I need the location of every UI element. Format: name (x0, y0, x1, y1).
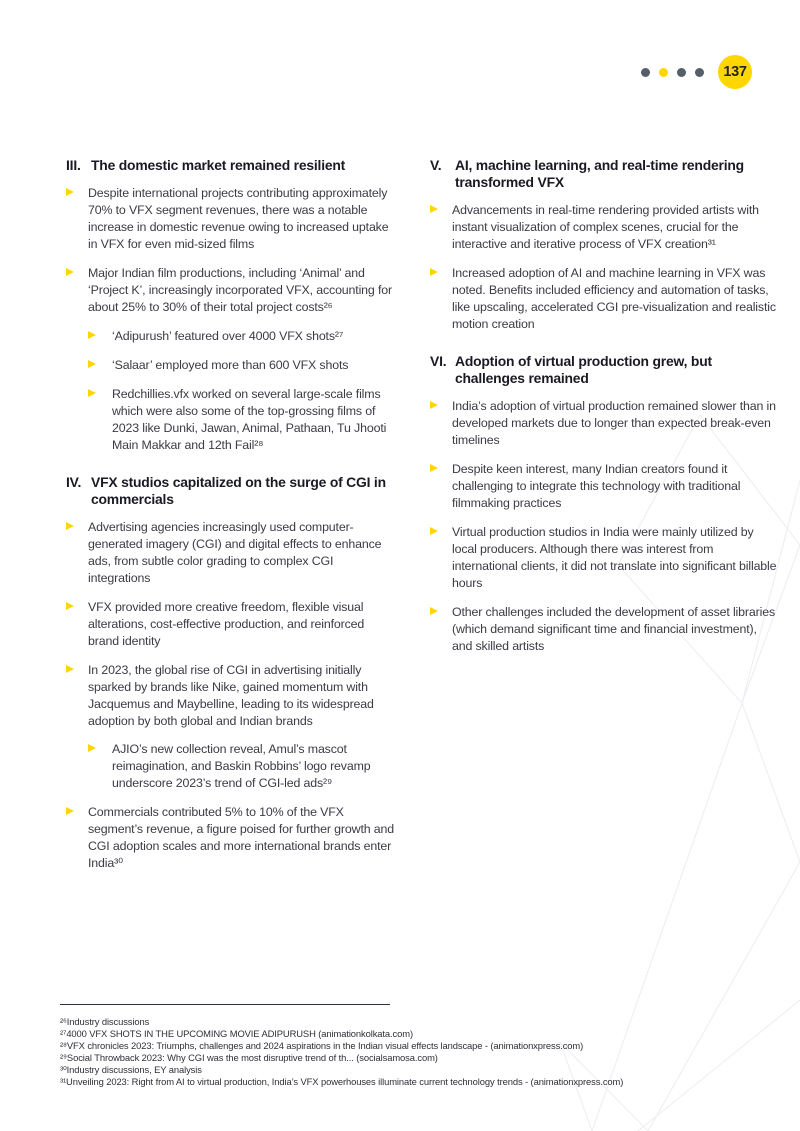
bullet-arrow-icon (430, 202, 452, 253)
bullet-text: ‘Adipurush’ featured over 4000 VFX shots²⁷ (112, 328, 344, 343)
footnote-30: ³⁰Industry discussions, EY analysis (60, 1063, 202, 1075)
bullet-item (66, 804, 397, 872)
bullet-arrow-icon (88, 386, 112, 454)
section-heading-iii (66, 157, 397, 174)
bullet-arrow-icon (66, 599, 88, 650)
section-number: III. (66, 157, 81, 173)
bullet-arrow-icon (66, 519, 88, 587)
bullet-text: AJIO’s new collection reveal, Amul’s mascot reimagination, and Baskin Robbins’ logo revamp underscore 2023’s trend of CGI-led ads²⁹ (112, 742, 371, 791)
bullet-text: ‘Salaar’ employed more than 600 VFX shots (112, 357, 349, 372)
section-title: Adoption of virtual production grew, but challenges remained (455, 352, 712, 386)
left-column (66, 157, 397, 884)
sub-bullet-item (88, 386, 397, 454)
pager-dot-icon (677, 68, 686, 77)
bullet-arrow-icon (88, 328, 112, 345)
bullet-text: VFX provided more creative freedom, flexible visual alterations, cost-effective production, and reinforced brand identity (88, 599, 365, 648)
bullet-text: Commercials contributed 5% to 10% of the VFX segment’s revenue, a figure poised for further growth and CGI adoption scales and more international brands enter India³⁰ (88, 805, 394, 871)
section-number: IV. (66, 473, 82, 490)
footnote-28: ²⁸VFX chronicles 2023: Triumphs, challenges and 2024 aspirations in the Indian visual effects landscape - (animationxpress.com) (60, 1039, 584, 1051)
bullet-item (430, 202, 777, 253)
section-heading-v (430, 157, 777, 191)
bullet-text: Major Indian film productions, including ‘Animal’ and ‘Project K’, increasingly incorporated VFX, accounting for about 25% to 30% of their total project costs²⁶ (88, 265, 392, 314)
bullet-item (66, 185, 397, 253)
bullet-text: In 2023, the global rise of CGI in advertising initially sparked by brands like Nike, gained momentum with Jacquemus and Maybelline, leading to its widespread adoption by both global and Indian brands (88, 662, 374, 728)
bullet-text: Advertising agencies increasingly used computer-generated imagery (CGI) and digital effects to enhance ads, from subtle color grading to complex CGI integrations (88, 519, 382, 585)
footnotes (60, 1004, 766, 1088)
page-number-badge: 137 (718, 55, 752, 89)
footnote-29: ²⁹Social Throwback 2023: Why CGI was the most disruptive trend of th... (socialsamosa.com) (60, 1051, 438, 1063)
bullet-text: Advancements in real-time rendering provided artists with instant visualization of complex scenes, crucial for the interactive and iterative process of VFX creation³¹ (452, 202, 759, 251)
bullet-arrow-icon (430, 604, 452, 655)
bullet-item (66, 662, 397, 730)
page-content (66, 157, 777, 884)
pager-dot-icon (641, 68, 650, 77)
bullet-arrow-icon (66, 804, 88, 872)
bullet-text: India’s adoption of virtual production remained slower than in developed markets due to longer than expected break-even timelines (452, 398, 776, 447)
section-title: AI, machine learning, and real-time rendering transformed VFX (455, 157, 744, 190)
pager-dot-icon (695, 68, 704, 77)
footnote-31: ³¹Unveiling 2023: Right from AI to virtual production, India’s VFX powerhouses illuminate current technology trends - (animationxpress.com) (60, 1075, 624, 1087)
sub-bullet-item (88, 357, 397, 374)
bullet-arrow-icon (430, 524, 452, 592)
bullet-item (430, 524, 777, 592)
bullet-text: Despite keen interest, many Indian creators found it challenging to integrate this technology with traditional filmmaking practices (452, 461, 741, 510)
bullet-arrow-icon (88, 741, 112, 792)
bullet-item (66, 519, 397, 587)
section-title: The domestic market remained resilient (91, 157, 346, 173)
section-heading-vi (430, 353, 777, 387)
bullet-arrow-icon (430, 461, 452, 512)
bullet-item (430, 265, 777, 333)
bullet-item (430, 604, 777, 655)
bullet-arrow-icon (66, 265, 88, 316)
bullet-text: Redchillies.vfx worked on several large-scale films which were also some of the top-grossing films of 2023 like Dunki, Jawan, Animal, Pathaan, Tu Jhooti Main Makkar and 12th Fail²⁸ (112, 386, 387, 452)
bullet-text: Virtual production studios in India were mainly utilized by local producers. Although there was interest from international clients, it did not translate into significant billable hours (452, 524, 777, 590)
footnote-26: ²⁶Industry discussions (60, 1016, 150, 1027)
sub-bullet-item (88, 328, 397, 345)
bullet-arrow-icon (430, 398, 452, 449)
footnote-27: ²⁷4000 VFX SHOTS IN THE UPCOMING MOVIE ADIPURUSH (animationkolkata.com) (60, 1027, 413, 1039)
right-column (430, 157, 777, 884)
bullet-text: Increased adoption of AI and machine learning in VFX was noted. Benefits included efficiency and automation of tasks, like upscaling, accelerated CGI pre-visualization and realistic motion creation (452, 265, 776, 331)
footnote-divider (60, 1004, 390, 1005)
section-number: VI. (430, 352, 447, 369)
bullet-arrow-icon (88, 357, 112, 374)
bullet-arrow-icon (66, 185, 88, 253)
bullet-item (430, 461, 777, 512)
bullet-arrow-icon (430, 265, 452, 333)
section-number: V. (430, 157, 442, 173)
bullet-arrow-icon (66, 662, 88, 730)
bullet-text: Other challenges included the development of asset libraries (which demand significant time and financial investment), and skilled artists (452, 604, 775, 653)
section-heading-iv (66, 474, 397, 508)
sub-bullet-item (88, 741, 397, 792)
section-title: VFX studios capitalized on the surge of CGI in commercials (91, 473, 386, 507)
bullet-text: Despite international projects contributing approximately 70% to VFX segment revenues, there was a notable increase in domestic revenue owing to increased uptake in VFX for even mid-sized films (88, 185, 389, 251)
bullet-item (430, 398, 777, 449)
pagination (641, 55, 752, 89)
bullet-item (66, 265, 397, 316)
pager-dot-active-icon (659, 68, 668, 77)
bullet-item (66, 599, 397, 650)
